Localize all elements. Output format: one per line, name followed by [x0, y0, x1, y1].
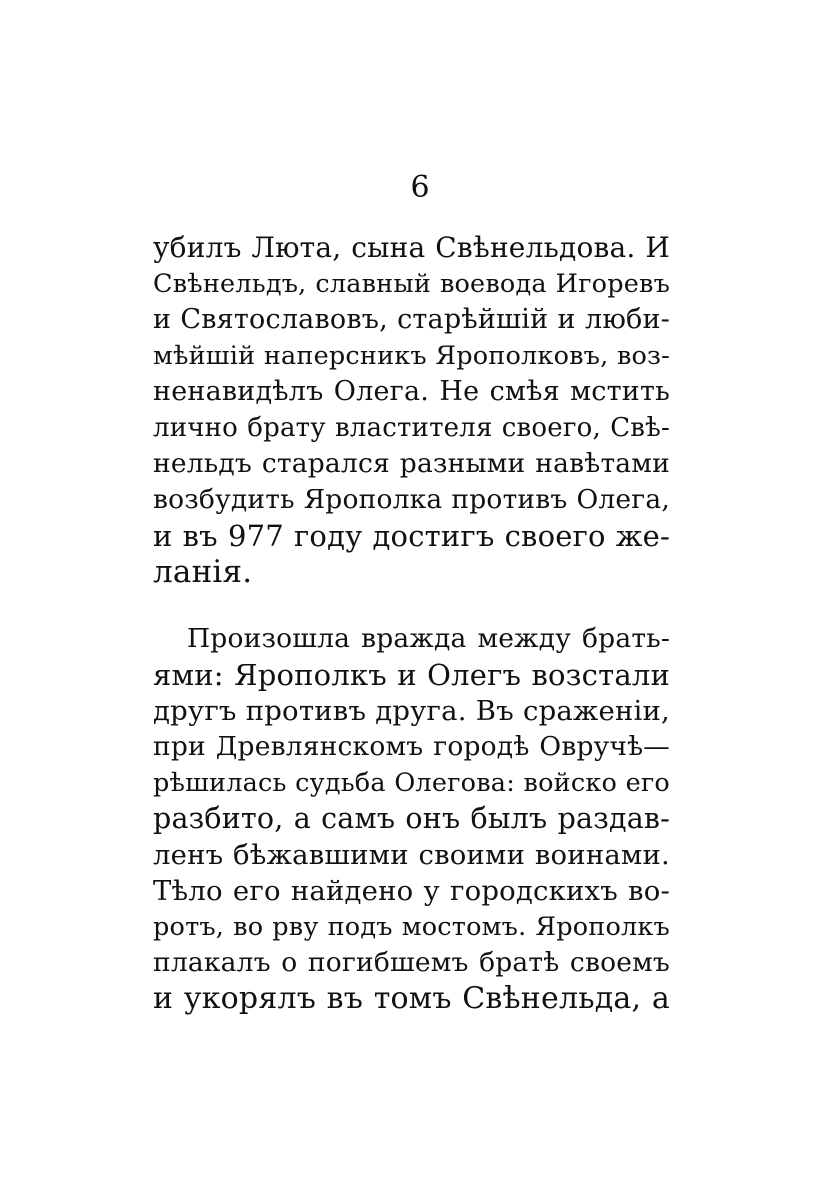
text-line: и Святославовъ, старѣйшій и люби- [153, 304, 670, 335]
page-number: 6 [410, 170, 430, 205]
text-line: убилъ Люта, сына Свѣнельдова. И [153, 231, 670, 264]
text-line: плакалъ о погибшемъ братѣ своемъ [153, 947, 670, 978]
text-line: Тѣло его найдено у городскихъ во- [153, 875, 670, 907]
text-line: лично брату властителя своего, Свѣ- [153, 413, 670, 443]
text-line: разбито, а самъ онъ былъ раздав- [153, 802, 670, 835]
text-line: возбудить Ярополка противъ Олега, [153, 484, 670, 515]
text-line: при Древлянскомъ городѣ Овручѣ— [153, 731, 670, 762]
text-line: и укорялъ въ томъ Свѣнельда, а [153, 981, 670, 1016]
text-line: Произошла вражда между брать- [187, 623, 670, 654]
text-line: ленъ бѣжавшими своими воинами. [153, 839, 670, 871]
text-line: ненавидѣлъ Олега. Не смѣя мстить [153, 376, 670, 407]
text-line: ротъ, во рву подъ мостомъ. Ярополкъ [153, 912, 670, 942]
text-line: рѣшилась судьба Олегова: войско его [153, 768, 670, 798]
text-line: Свѣнельдъ, славный воевода Игоревъ [153, 269, 670, 299]
text-line: мѣйшій наперсникъ Ярополковъ, воз- [153, 341, 670, 371]
text-line: ланія. [153, 554, 253, 590]
text-line: ями: Ярополкъ и Олегъ возстали [153, 658, 670, 692]
text-line: нельдъ старался разными навѣтами [153, 448, 670, 479]
text-line: и въ 977 году достигъ своего же- [153, 519, 670, 553]
text-line: другъ противъ друга. Въ сраженіи, [153, 695, 670, 727]
